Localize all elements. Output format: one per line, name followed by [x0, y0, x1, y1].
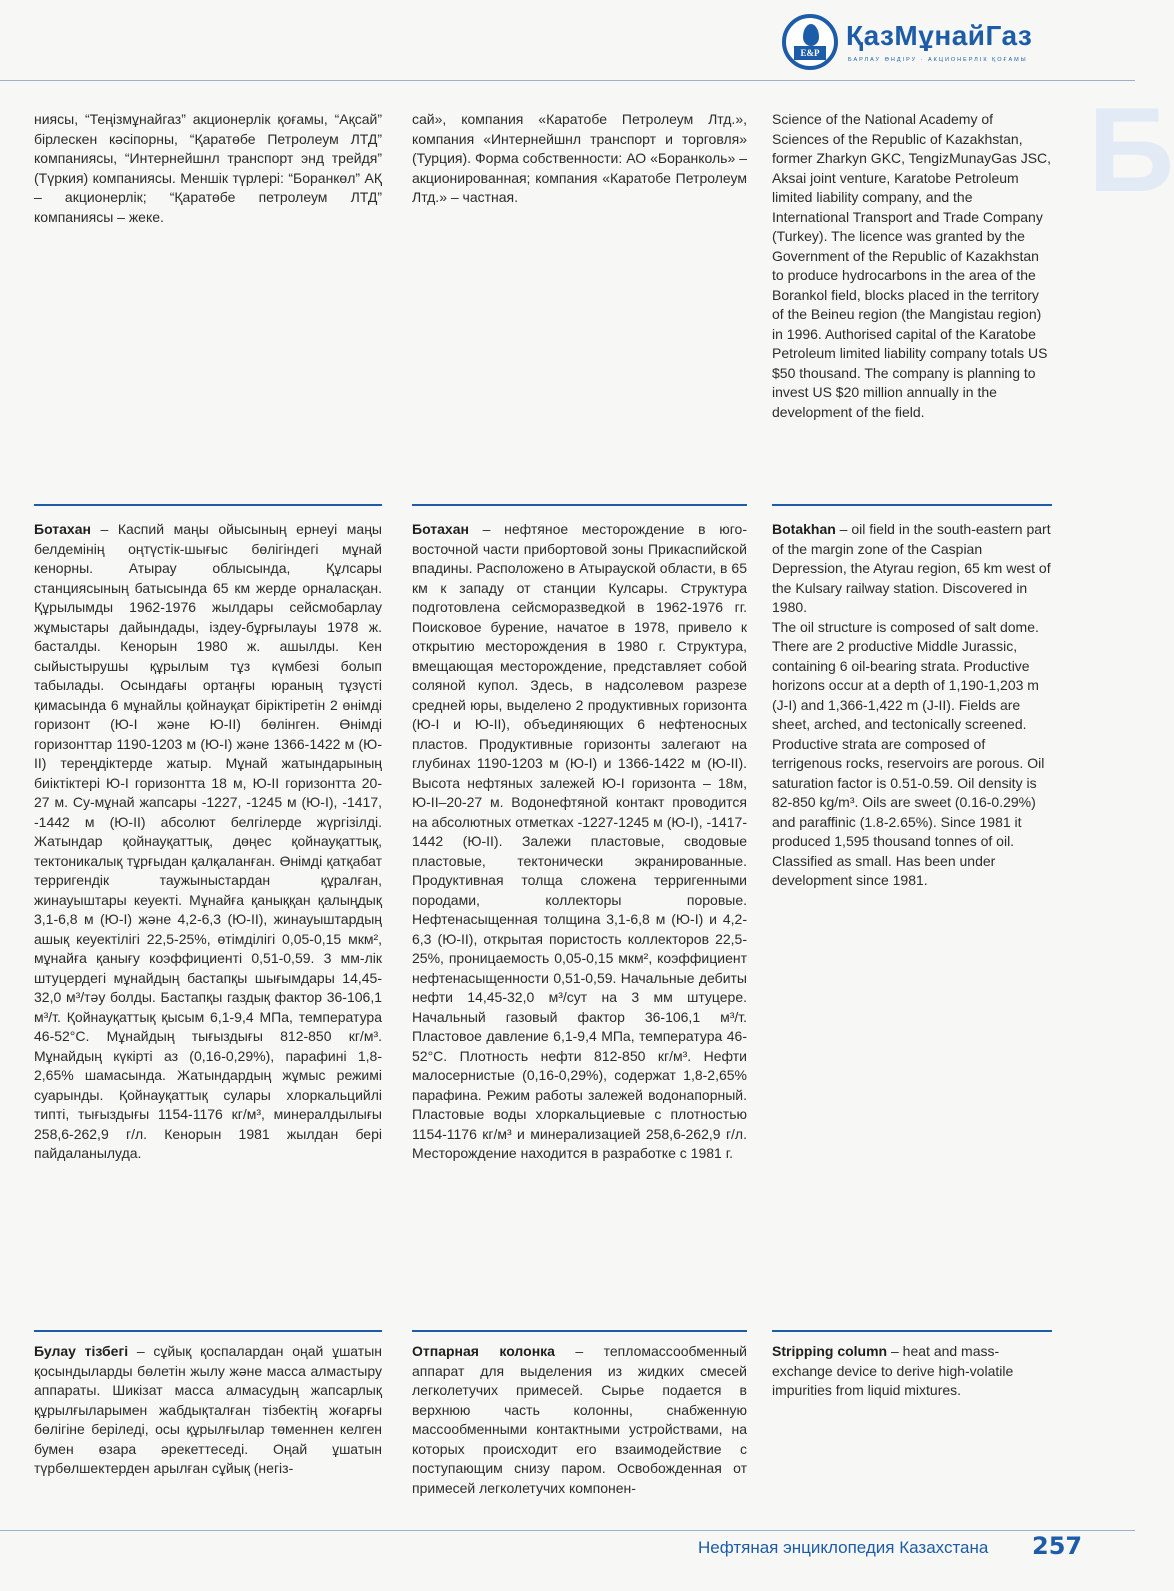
entry-divider-ru: [412, 504, 747, 506]
entry-divider-kz: [34, 1330, 382, 1332]
kz-text-continued: ниясы, “Теңізмұнайгаз” акционерлік қоғамы, “Ақсай” бірлескен кәсіпорны, “Қаратөбе Петролеум ЛТД” компаниясы, “Интернейшнл транспорт энд трейдя” (Түркия) компаниясы. Меншік түрлері: “Боранкөл” АҚ – акционерлік; “Қаратөбе петролеум ЛТД” компаниясы – жеке.: [34, 111, 382, 225]
entry-term: Ботахан: [34, 521, 91, 537]
header-rule: [0, 80, 1135, 81]
entry-divider-en: [772, 504, 1052, 506]
en-text-continued: Science of the National Academy of Sciences of the Republic of Kazakhstan, former Zharkyn GKC, TengizMunayGas JSC, Aksai joint venture, Karatobe Petroleum limited liability company, and the International Transport and Trade Company (Turkey). The licence was granted by the Government of the Republic of Kazakhstan to produce hydrocarbons in the area of the Borankol field, blocks placed in the territory of the Beineu region (the Mangistau region) in 1996. Authorised capital of the Karatobe Petroleum limited liability company totals US $50 thousand. The company is planning to invest US $20 million annually in the development of the field.: [772, 111, 1052, 420]
entry-botakhan-kz: [34, 520, 382, 1164]
footer-title: Нефтяная энциклопедия Казахстана: [698, 1538, 989, 1557]
section-letter: Б: [1088, 83, 1174, 217]
entry-body: – Каспий маңы ойысының ернеуі маңы белдемінің оңтүстік-шығыс бөлігіндегі мұнай кенорны. Атырау облысында, Құлсары станциясының батысында 65 км жерде орналасқан. Құрылымды 1962-1976 жылдары сейсмобарлау жұмыстары дайындады, іздеу-бұрғылауы 1978 ж. басталды. Кенорын 1980 ж. ашылды. Кен сыйыстырушы құрылым тұз күмбезі болып табылады. Осындағы ортаңғы юраның тұзүсті қимасында 6 мұнайлы қойнауқат біріктіретін 2 өнімді горизонт (Ю-І және Ю-ІІ) бөлінген. Өнімді горизонттар 1190-1203 м (Ю-І) және 1366-1422 м (Ю-ІІ) тереңдіктерде жатыр. Мұнай жатындарының биіктіктері Ю-І горизонтта 18 м, Ю-ІІ горизонтта 20-27 м. Су-мұнай жапсары -1227, -1245 м (Ю-І), -1417, -1442 м (Ю-ІІ) абсолют белгілерде жүргізілді. Жатындар қойнауқаттық, дөңес қойнауқаттық, тектоникалық тұрғыдан қалқаланған. Өнімді қатқабат терригендік таужыныстардан құралған, жинауыштары кеуекті. Мұнайға қаныққан қалыңдық 3,1-6,8 м (Ю-І) және 4,2-6,3 (Ю-ІІ), жинауыштардың ашық кеуектілігі 22,5-25%, өтімділігі 0,05-0,15 мкм², мұнайға қанығу коэффициенті 0,51-0,59. 3 мм-лік штуцердегі мұнайдың бастапқы шығымдары 14,45-32,0 м³/тәу болды. Бастапқы газдық фактор 36-106,1 м³/т. Қойнауқаттық қысым 6,1-9,4 МПа, температура 46-52°С. Мұнайдың тығыздығы 812-850 кг/м³. Мұнайдың күкірті аз (0,16-0,29%), парафині 1,8-2,65% шамасында. Жатындардың жұмыс режимі суарынды. Қойнауқаттық сулары хлоркальцийлі типті, тығыздығы 1154-1176 кг/м³, минералдылығы 258,6-262,9 г/л. Кенорын 1981 жылдан бері пайдаланылуда.: [34, 521, 382, 1161]
oil-drop-icon: [803, 24, 819, 46]
entry-term: Ботахан: [412, 521, 469, 537]
page-number: 257: [1032, 1532, 1083, 1560]
entry-body: – сұйық қоспалардан оңай ұшатын қосындыларды бөлетін жылу және масса алмастыру аппараты. Шикізат масса алмасудың жапсарлық құрылғыларымен жабдықталған тізбектің жоғарғы бөлігіне беріледі, осы құрылғылар төменнен келген бумен өзара әрекеттеседі. Оңай ұшатын түрбөлшектерден арылған сұйық (негіз-: [34, 1343, 382, 1476]
entry-term: Stripping column: [772, 1343, 888, 1359]
entry-stripping-ru: [412, 1342, 747, 1498]
entry-botakhan-en: [772, 520, 1052, 891]
entry-body: – нефтяное месторождение в юго-восточной части прибортовой зоны Прикаспийской впадины. Расположено в Атырауской области, в 65 км к западу от станции Кулсары. Структура подготовлена сейсморазведкой в 1962-1976 гг. Поисковое бурение, начатое в 1978, привело к открытию месторождения в 1980 г. Структура, вмещающая месторождение, представляет собой соляной купол. Здесь, в надсолевом разрезе средней юры, выделено 2 продуктивных горизонта (Ю-І и Ю-ІІ), объединяющих 6 нефтеносных пластов. Продуктивные горизонты залегают на глубинах 1190-1203 м (Ю-І) и 1366-1422 м (Ю-ІІ). Высота нефтяных залежей Ю-І горизонта – 18м, Ю-ІІ–20-27 м. Водонефтяной контакт проводится на абсолютных отметках -1227-1245 м (Ю-І), -1417-1442 (Ю-ІІ). Залежи пластовые, сводовые пластовые, тектонически экранированные. Продуктивная толща сложена терригенными породами, коллекторы поровые. Нефтенасыщенная толщина 3,1-6,8 м (Ю-І) и 4,2-6,3 (Ю-ІІ), открытая пористость коллекторов 22,5-25%, проницаемость 0,05-0,15 мкм², коэффициент нефтенасыщенности 0,51-0,59. Начальные дебиты нефти 14,45-32,0 м³/сут на 3 мм штуцере. Начальный газовый фактор 36-106,1 м³/т. Пластовое давление 6,1-9,4 МПа, температура 46-52°С. Плотность нефти 812-850 кг/м³. Нефти малосернистые (0,16-0,29%), содержат 1,8-2,65% парафина. Режим работы залежей водонапорный. Пластовые воды хлоркальциевые с плотностью 1154-1176 кг/м³ и минерализацией 258,6-262,9 г/л. Месторождение находится в разработке с 1981 г.: [412, 521, 747, 1161]
entry-divider-kz: [34, 504, 382, 506]
entry-divider-ru: [412, 1330, 747, 1332]
entry-body: – heat and mass-exchange device to derive high-volatile impurities from liquid mixtures.: [772, 1343, 1014, 1398]
entry-term: Отпарная колонка: [412, 1343, 555, 1359]
logo-emblem: [782, 14, 838, 70]
entry-term: Botakhan: [772, 521, 836, 537]
entry-divider-en: [772, 1330, 1052, 1332]
entry-body-paragraph: The oil structure is composed of salt dome. There are 2 productive Middle Jurassic, containing 6 oil-bearing strata. Productive horizons occur at a depth of 1,190-1,203 m (J-I) and 1,366-1,422 m (J-II). Fields are sheet, arched, and tectonically screened. Productive strata are composed of terrigenous rocks, reservoirs are porous. Oil saturation factor is 0.51-0.59. Oil density is 82-850 kg/m³. Oils are sweet (0.16-0.29%) and paraffinic (1.8-2.65%). Since 1981 it produced 1,595 thousand tonnes of oil. Classified as small. Has been under development since 1981.: [772, 618, 1045, 888]
logo-subtitle: БАРЛАУ ӨНДІРУ · АКЦИОНЕРЛІК ҚОҒАМЫ: [848, 57, 1028, 63]
footer-rule: [0, 1530, 1135, 1531]
entry-stripping-en: [772, 1342, 1052, 1401]
logo-name: ҚазМұнайГаз: [846, 20, 1033, 51]
kazmunaigaz-logo: [782, 10, 1062, 74]
entry-body: – тепломассообменный аппарат для выделения из жидких смесей легколетучих примесей. Сырье подается в верхнюю часть колонны, снабженную массообменными контактными устройствами, на которых происходит его взаимодействие с поступающим снизу паром. Освобожденная от примесей легколетучих компонен-: [412, 1343, 747, 1496]
entry-botakhan-ru: [412, 520, 747, 1164]
entry-body: – oil field in the south-eastern part of the margin zone of the Caspian Depression, the Atyrau region, 65 km west of the Kulsary railway station. Discovered in 1980.: [772, 521, 1051, 615]
logo-abbr: E&P: [794, 46, 826, 60]
entry-stripping-kz: [34, 1342, 382, 1479]
ru-text-continued: сай», компания «Каратобе Петролеум Лтд.», компания «Интернейшнл транспорт и торговля» (Турция). Форма собственности: АО «Боранколь» – акционированная; компания «Каратобе Петролеум Лтд.» – частная.: [412, 111, 747, 205]
entry-term: Булау тізбегі: [34, 1343, 129, 1359]
